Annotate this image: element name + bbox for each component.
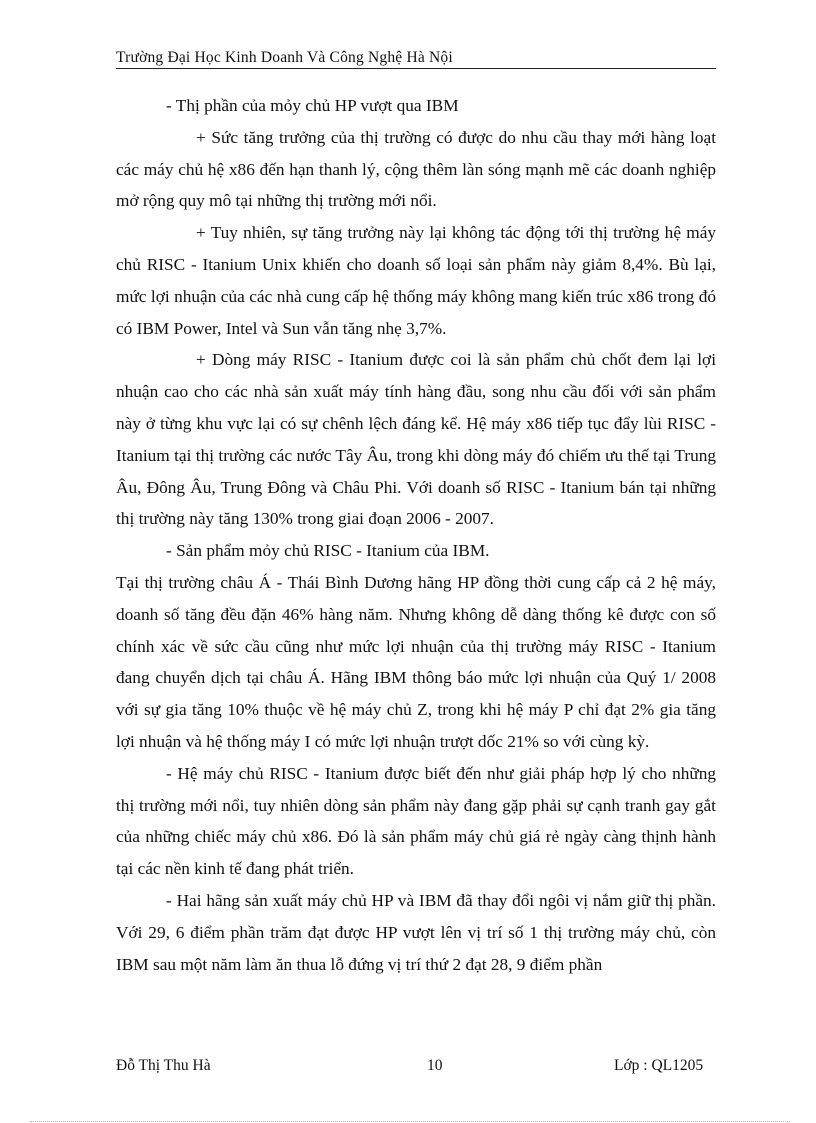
footer-author: Đỗ Thị Thu Hà: [116, 1057, 211, 1074]
paragraph-asia-pacific: Tại thị trường châu Á - Thái Bình Dương hãng HP đồng thời cung cấp cả 2 hệ máy, doanh số tăng đều đặn 46% hàng năm. Nhưng không dễ dàng thống kê được con số chính xác về sức cầu cũng như mức lợi nhuận của thị trường máy RISC - Itanium đang chuyển dịch tại châu Á. Hãng IBM thông báo mức lợi nhuận của Quý 1/ 2008 với sự gia tăng 10% thuộc về hệ máy chủ Z, trong khi hệ máy P chỉ đạt 2% gia tăng lợi nhuận và hệ thống máy I có mức lợi nhuận trượt dốc 21% so với cùng kỳ.: [116, 572, 716, 751]
paragraph-market-position: - Hai hãng sản xuất máy chủ HP và IBM đã thay đổi ngôi vị nắm giữ thị phần. Với 29, 6 điểm phần trăm đạt được HP vượt lên vị trí số 1 thị trường máy chủ, còn IBM sau một năm làm ăn thua lỗ đứng vị trí thứ 2 đạt 28, 9 điểm phần: [116, 890, 716, 974]
paragraph-however: + Tuy nhiên, sự tăng trưởng này lại không tác động tới thị trường hệ máy chủ RISC - Itanium Unix khiến cho doanh số loại sản phẩm này giảm 8,4%. Bù lại, mức lợi nhuận của các nhà cung cấp hệ thống máy không mang kiến trúc x86 trong đó có IBM Power, Intel và Sun vẫn tăng nhẹ 3,7%.: [116, 223, 716, 338]
paragraph-growth: + Sức tăng trưởng của thị trường có được do nhu cầu thay mới hàng loạt các máy chủ hệ x86 đến hạn thanh lý, cộng thêm làn sóng mạnh mẽ các doanh nghiệp mở rộng quy mô tại những thị trường mới nổi.: [116, 127, 716, 211]
footer-class: Lớp : QL1205: [614, 1057, 704, 1074]
paragraph-bullet-ibm-product: - Sản phẩm mỏy chủ RISC - Itanium của IBM.: [166, 541, 490, 561]
footer-page-number: 10: [427, 1057, 443, 1074]
bottom-divider: [30, 1121, 790, 1122]
paragraph-emerging-markets: - Hệ máy chủ RISC - Itanium được biết đến như giải pháp hợp lý cho những thị trường mới nổi, tuy nhiên dòng sản phẩm này đang gặp phải sự cạnh tranh gay gắt của những chiếc máy chủ x86. Đó là sản phẩm máy chủ giá rẻ ngày càng thịnh hành tại các nền kinh tế đang phát triển.: [116, 763, 716, 879]
paragraph-risc-line: + Dòng máy RISC - Itanium được coi là sản phẩm chủ chốt đem lại lợi nhuận cao cho các nhà sản xuất máy tính hàng đầu, song nhu cầu đối với sản phẩm này ở từng khu vực lại có sự chênh lệch đáng kể. Hệ máy x86 tiếp tục đẩy lùi RISC - Itanium tại thị trường các nước Tây Âu, trong khi dòng máy đó chiếm ưu thế tại Trung Âu, Đông Âu, Trung Đông và Châu Phi. Với doanh số RISC - Itanium bán tại những thị trường này tăng 130% trong giai đoạn 2006 - 2007.: [116, 350, 716, 529]
paragraph-bullet-hp-share: - Thị phần của mỏy chủ HP vượt qua IBM: [166, 96, 459, 115]
page-header: Trường Đại Học Kinh Doanh Và Công Nghệ Hà Nội: [116, 49, 716, 69]
document-body: [116, 90, 716, 980]
